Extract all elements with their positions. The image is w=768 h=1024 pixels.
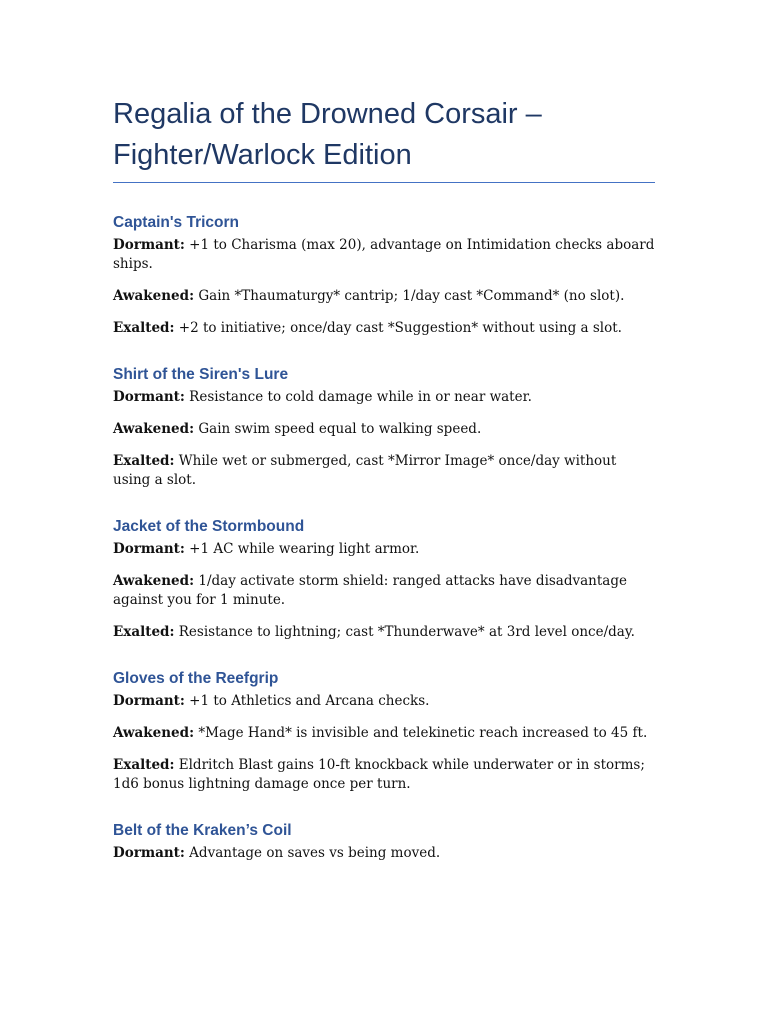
item-section-belt-of-the-krakens-coil xyxy=(113,821,655,863)
tier-label: Exalted: xyxy=(113,320,175,336)
tier-label: Dormant: xyxy=(113,693,185,709)
item-heading: Shirt of the Siren's Lure xyxy=(113,366,289,383)
tier-label: Awakened: xyxy=(113,725,195,741)
tier-text: While wet or submerged, cast *Mirror Image* once/day without using a slot. xyxy=(113,453,617,488)
tier-text: Resistance to lightning; cast *Thunderwave* at 3rd level once/day. xyxy=(174,624,635,640)
tier-label: Dormant: xyxy=(113,845,185,861)
tier-text: +1 to Athletics and Arcana checks. xyxy=(184,693,430,709)
document-title xyxy=(113,94,655,183)
item-heading: Captain's Tricorn xyxy=(113,214,239,231)
tier-text: 1/day activate storm shield: ranged attacks have disadvantage against you for 1 minute. xyxy=(113,573,627,608)
tier-label: Dormant: xyxy=(113,237,185,253)
tier-label: Awakened: xyxy=(113,573,195,589)
tier-entry-exalted xyxy=(113,319,655,338)
tier-entry-awakened xyxy=(113,420,655,439)
tier-label: Dormant: xyxy=(113,389,185,405)
document-page xyxy=(113,94,655,890)
tier-text: +1 to Charisma (max 20), advantage on Intimidation checks aboard ships. xyxy=(113,237,655,272)
tier-entry-dormant xyxy=(113,540,655,559)
tier-entry-exalted xyxy=(113,452,655,490)
tier-entry-dormant xyxy=(113,844,655,863)
item-heading: Jacket of the Stormbound xyxy=(113,518,305,535)
tier-entry-exalted xyxy=(113,623,655,642)
tier-text: +2 to initiative; once/day cast *Suggestion* without using a slot. xyxy=(174,320,622,336)
tier-entry-awakened xyxy=(113,724,655,743)
item-section-captains-tricorn xyxy=(113,213,655,338)
tier-text: +1 AC while wearing light armor. xyxy=(184,541,420,557)
tier-entry-awakened xyxy=(113,572,655,610)
tier-entry-dormant xyxy=(113,692,655,711)
tier-entry-dormant xyxy=(113,388,655,407)
tier-label: Exalted: xyxy=(113,453,175,469)
tier-label: Awakened: xyxy=(113,421,195,437)
tier-entry-dormant xyxy=(113,236,655,274)
item-section-shirt-of-the-sirens-lure xyxy=(113,365,655,490)
tier-text: Gain swim speed equal to walking speed. xyxy=(194,421,482,437)
tier-entry-awakened xyxy=(113,287,655,306)
tier-text: Resistance to cold damage while in or near water. xyxy=(184,389,532,405)
tier-text: Eldritch Blast gains 10-ft knockback while underwater or in storms; 1d6 bonus lightning damage once per turn. xyxy=(113,757,645,792)
item-section-gloves-of-the-reefgrip xyxy=(113,669,655,794)
title-line-1: Regalia of the Drowned Corsair – xyxy=(113,98,542,130)
title-line-2: Fighter/Warlock Edition xyxy=(113,139,412,171)
item-heading: Gloves of the Reefgrip xyxy=(113,670,279,687)
item-heading: Belt of the Kraken’s Coil xyxy=(113,822,292,839)
tier-label: Exalted: xyxy=(113,624,175,640)
tier-text: *Mage Hand* is invisible and telekinetic reach increased to 45 ft. xyxy=(194,725,648,741)
tier-entry-exalted xyxy=(113,756,655,794)
tier-text: Advantage on saves vs being moved. xyxy=(184,845,441,861)
tier-label: Awakened: xyxy=(113,288,195,304)
tier-label: Dormant: xyxy=(113,541,185,557)
tier-label: Exalted: xyxy=(113,757,175,773)
item-section-jacket-of-the-stormbound xyxy=(113,517,655,642)
item-sections xyxy=(113,213,655,863)
tier-text: Gain *Thaumaturgy* cantrip; 1/day cast *Command* (no slot). xyxy=(194,288,625,304)
